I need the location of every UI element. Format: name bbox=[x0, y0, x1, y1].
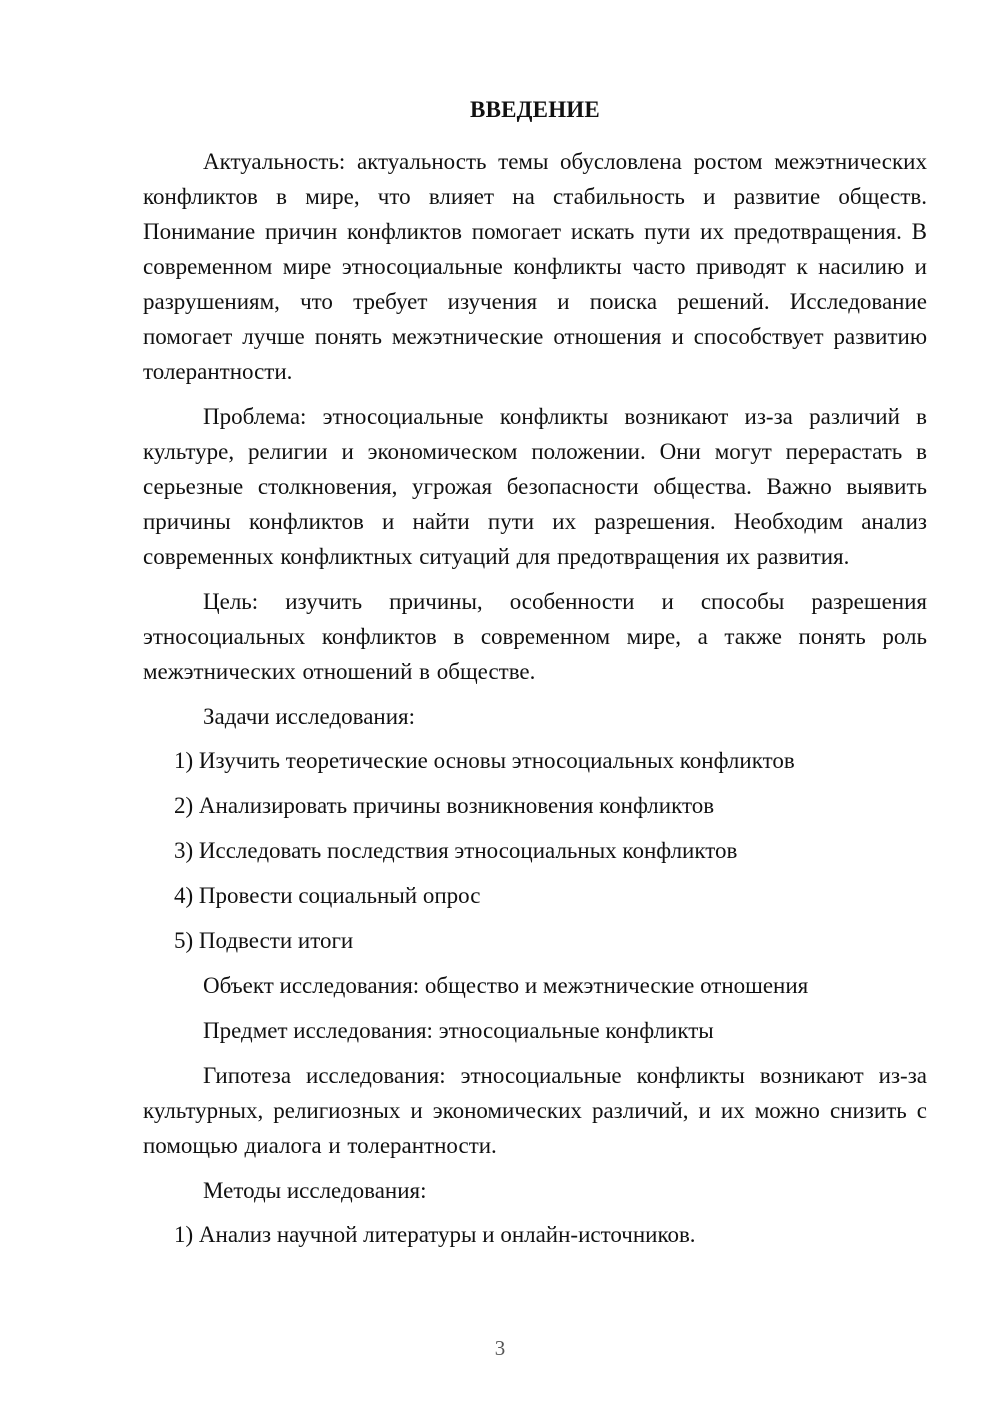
research-subject: Предмет исследования: этносоциальные конфликты bbox=[203, 1018, 714, 1043]
task-item: 5) Подвести итоги bbox=[174, 928, 354, 953]
paragraph-spacer bbox=[143, 1003, 927, 1013]
task-item: 1) Изучить теоретические основы этносоциальных конфликтов bbox=[174, 748, 795, 773]
method-item: 1) Анализ научной литературы и онлайн-источников. bbox=[174, 1222, 696, 1247]
methods-list bbox=[143, 1217, 927, 1262]
research-object: Объект исследования: общество и межэтнические отношения bbox=[203, 973, 809, 998]
document-body bbox=[143, 92, 927, 1262]
paragraph-spacer bbox=[143, 689, 927, 699]
document-title: ВВЕДЕНИЕ bbox=[470, 97, 600, 122]
problem-paragraph: Проблема: этносоциальные конфликты возникают из-за различий в культуре, религии и экономическом положении. Они могут перерастать в серьезные столкновения, угрожая безопасности общества. Важно выявить причины конфликтов и найти пути их разрешения. Необходим анализ современных конфликтных ситуаций для предотвращения их развития. bbox=[143, 404, 927, 569]
task-item: 2) Анализировать причины возникновения конфликтов bbox=[174, 793, 715, 818]
task-item: 3) Исследовать последствия этносоциальных конфликтов bbox=[174, 838, 738, 863]
paragraph-spacer bbox=[143, 1048, 927, 1058]
tasks-list bbox=[143, 743, 927, 968]
paragraph-spacer bbox=[143, 389, 927, 399]
paragraph-spacer bbox=[143, 734, 927, 743]
tasks-heading: Задачи исследования: bbox=[203, 704, 416, 729]
paragraph-spacer bbox=[143, 1163, 927, 1173]
paragraph-spacer bbox=[143, 574, 927, 584]
methods-heading: Методы исследования: bbox=[203, 1178, 427, 1203]
task-item: 4) Провести социальный опрос bbox=[174, 883, 481, 908]
hypothesis-paragraph: Гипотеза исследования: этносоциальные конфликты возникают из-за культурных, религиозных и экономических различий, и их можно снизить с помощью диалога и толерантности. bbox=[143, 1063, 927, 1158]
paragraph-spacer bbox=[143, 1208, 927, 1217]
relevance-paragraph: Актуальность: актуальность темы обусловлена ростом межэтнических конфликтов в мире, что влияет на стабильность и развитие обществ. Понимание причин конфликтов помогает искать пути их предотвращения. В современном мире этносоциальные конфликты часто приводят к насилию и разрушениям, что требует изучения и поиска решений. Исследование помогает лучше понять межэтнические отношения и способствует развитию толерантности. bbox=[143, 149, 927, 384]
goal-paragraph: Цель: изучить причины, особенности и способы разрешения этносоциальных конфликтов в современном мире, а также понять роль межэтнических отношений в обществе. bbox=[143, 589, 927, 684]
page-number: 3 bbox=[494, 1336, 506, 1360]
